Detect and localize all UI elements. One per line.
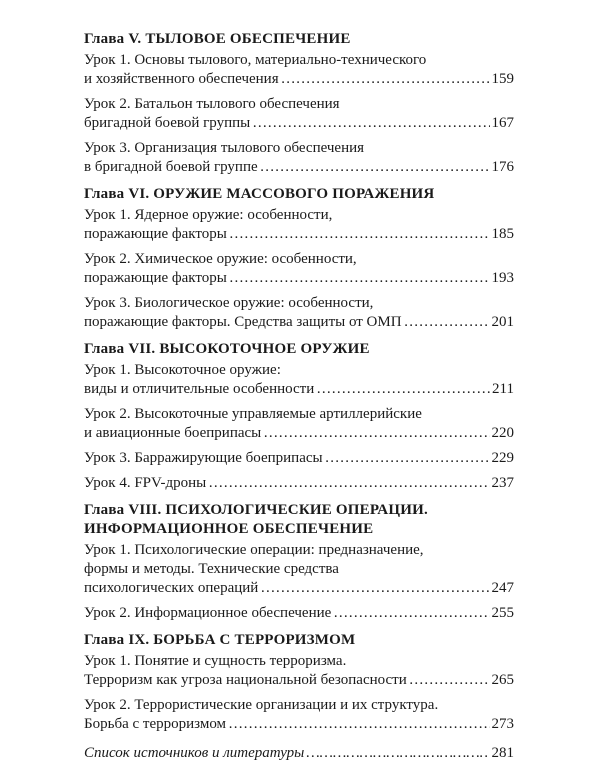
entry-text-line: Урок 2. Батальон тылового обеспечения [84,96,340,112]
toc-entry[interactable] [84,405,514,443]
entry-text-line: в бригадной боевой группе [84,159,258,175]
leader-dots [228,715,489,734]
leader-dots [333,604,489,623]
toc-entry[interactable] [84,696,514,734]
toc-entry[interactable] [84,474,514,493]
chapter [84,30,514,177]
entry-text-line: Урок 2. Высокоточные управляемые артиллерийские [84,406,422,422]
entry-text-line: Урок 1. Основы тылового, материально-технического [84,52,427,68]
leader-dots [229,269,490,288]
leader-dots [208,474,489,493]
entry-text-line: поражающие факторы [84,226,227,242]
leader-dots [316,380,490,399]
page-number: 265 [491,672,514,688]
page-number: 281 [491,745,514,761]
entry-text-line: Урок 3. Организация тылового обеспечения [84,140,365,156]
entry-text-line: Урок 1. Психологические операции: предназначение, [84,542,424,558]
leader-dots [252,114,489,133]
chapter-title: Глава IX. БОРЬБА С ТЕРРОРИЗМОМ [84,632,356,648]
entry-text-line: Урок 1. Высокоточное оружие: [84,362,281,378]
page-number: 193 [491,270,514,286]
chapter-title: Глава VII. ВЫСОКОТОЧНОЕ ОРУЖИЕ [84,341,370,357]
toc-entry[interactable] [84,652,514,690]
page-number: 247 [491,580,514,596]
chapter [84,501,514,623]
chapter [84,340,514,493]
page-number: 220 [491,425,514,441]
leader-dots [306,744,489,763]
page-number: 237 [491,475,514,491]
entry-text-line: Урок 2. Информационное обеспечение [84,605,332,621]
toc-entry[interactable] [84,361,514,399]
toc-entry[interactable] [84,139,514,177]
entry-text-line: Терроризм как угроза национальной безопасности [84,672,407,688]
entry-text-line: и хозяйственного обеспечения [84,71,279,87]
page-number: 185 [491,226,514,242]
leader-dots [281,70,490,89]
toc-entry[interactable] [84,294,514,332]
entry-text-line: Урок 2. Химическое оружие: особенности, [84,251,357,267]
entry-text-line: Урок 3. Биологическое оружие: особенности, [84,295,374,311]
chapter-title: Глава VI. ОРУЖИЕ МАССОВОГО ПОРАЖЕНИЯ [84,186,435,202]
references-label: Список источников и литературы [84,745,305,761]
entry-text-line: Урок 1. Ядерное оружие: особенности, [84,207,333,223]
leader-dots [404,313,490,332]
entry-text-line: и авиационные боеприпасы [84,425,262,441]
page-number: 255 [491,605,514,621]
page-number: 211 [492,381,514,397]
leader-dots [409,671,490,690]
leader-dots [325,449,490,468]
entry-text-line: Урок 3. Барражирующие боеприпасы [84,450,323,466]
references-entry[interactable] [84,744,514,763]
entry-text-line: поражающие факторы [84,270,227,286]
entry-text-line: Урок 4. FPV-дроны [84,475,207,491]
toc-entry[interactable] [84,206,514,244]
entry-text-line: Урок 1. Понятие и сущность терроризма. [84,653,347,669]
toc-entry[interactable] [84,449,514,468]
leader-dots [260,579,489,598]
entry-text-line: формы и методы. Технические средства [84,561,339,577]
entry-text-line: Урок 2. Террористические организации и их структура. [84,697,439,713]
entry-text-line: виды и отличительные особенности [84,381,315,397]
leader-dots [229,225,490,244]
toc-entry[interactable] [84,250,514,288]
page-number: 176 [491,159,514,175]
toc-entry[interactable] [84,541,514,598]
page-number: 167 [491,115,514,131]
chapter-title: Глава VIII. ПСИХОЛОГИЧЕСКИЕ ОПЕРАЦИИ. ИНФОРМАЦИОННОЕ ОБЕСПЕЧЕНИЕ [84,502,428,537]
leader-dots [263,424,489,443]
toc-entry[interactable] [84,51,514,89]
page-number: 159 [491,71,514,87]
toc-entry[interactable] [84,604,514,623]
page-number: 201 [491,314,514,330]
toc-entry[interactable] [84,95,514,133]
entry-text-line: Борьба с терроризмом [84,716,227,732]
toc [84,30,514,763]
page-number: 229 [491,450,514,466]
page-number: 273 [491,716,514,732]
entry-text-line: бригадной боевой группы [84,115,251,131]
entry-text-line: психологических операций [84,580,259,596]
chapter-title: Глава V. ТЫЛОВОЕ ОБЕСПЕЧЕНИЕ [84,31,351,47]
chapter [84,631,514,734]
entry-text-line: поражающие факторы. Средства защиты от ОМП [84,314,402,330]
leader-dots [260,158,490,177]
chapter [84,185,514,332]
